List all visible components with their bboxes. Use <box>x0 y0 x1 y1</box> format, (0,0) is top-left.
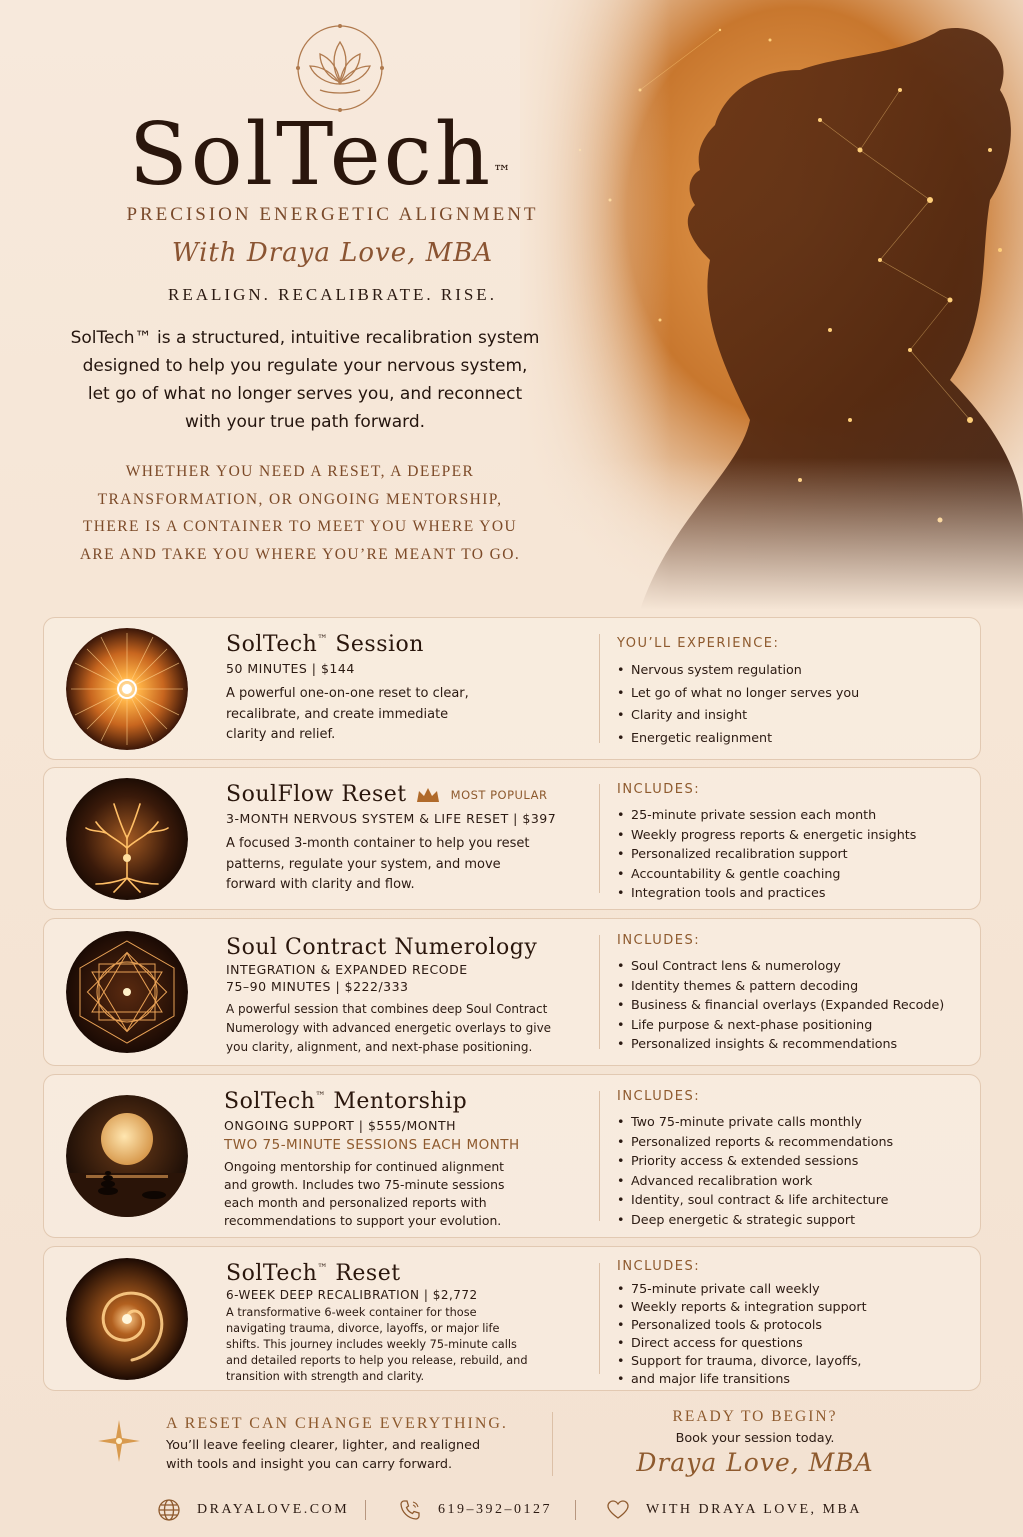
offering-card-session[interactable] <box>43 617 981 760</box>
offering-card-mentorship[interactable] <box>43 1074 981 1238</box>
book-session-text[interactable]: Book your session today. <box>675 1431 835 1446</box>
card-divider <box>599 935 600 1049</box>
contact-divider <box>575 1500 576 1520</box>
card-meta-duration: 75–90 MINUTES | $222/333 <box>226 979 409 994</box>
card-title: SolTech™ Mentorship <box>224 1089 468 1114</box>
list-item: • Weekly progress reports & energetic insights <box>617 825 967 845</box>
sacred-geometry-icon <box>66 931 188 1053</box>
card-title: SolTech™ Reset <box>226 1261 401 1286</box>
sparkle-star-icon <box>96 1418 142 1464</box>
card-divider <box>599 784 600 893</box>
card-right-heading: YOU’LL EXPERIENCE: <box>617 636 780 651</box>
globe-icon <box>157 1498 181 1522</box>
list-item: • and major life transitions <box>617 1370 967 1388</box>
footer-divider <box>552 1412 553 1476</box>
list-item: • Personalized tools & protocols <box>617 1316 967 1334</box>
list-item: • Nervous system regulation <box>617 659 967 682</box>
footer-left-heading: A RESET CAN CHANGE EVERYTHING. <box>166 1415 508 1432</box>
tree-of-life-icon <box>66 778 188 900</box>
brand-contact <box>606 1497 862 1523</box>
contact-divider <box>365 1500 366 1520</box>
glowing-woman-profile-image <box>520 0 1023 610</box>
list-item: • Two 75-minute private calls monthly <box>617 1112 967 1132</box>
offering-card-reset[interactable] <box>43 1246 981 1391</box>
card-title: SolTech™ Session <box>226 632 424 657</box>
card-description: Ongoing mentorship for continued alignment and growth. Includes two 75-minute sessions each month and personalized reports with recommendations to support your evolution. <box>224 1159 505 1228</box>
card-meta: ONGOING SUPPORT | $555/MONTH <box>224 1118 457 1133</box>
list-item: • Advanced recalibration work <box>617 1171 967 1191</box>
phone-icon <box>398 1498 422 1522</box>
list-item: • Clarity and insight <box>617 704 967 727</box>
list-item: • Personalized reports & recommendations <box>617 1132 967 1152</box>
card-description: A focused 3-month container to help you reset patterns, regulate your system, and move forward with clarity and flow. <box>226 836 530 892</box>
card-feature-list <box>617 1280 967 1388</box>
list-item: • Life purpose & next-phase positioning <box>617 1015 967 1035</box>
offering-card-soulflow-reset[interactable] <box>43 767 981 910</box>
list-item: • 25-minute private session each month <box>617 805 967 825</box>
intro-paragraph: SolTech™ is a structured, intuitive recalibration system designed to help you regulate your nervous system, let go of what no longer serves you, and reconnect with your true path forward. <box>70 328 540 432</box>
card-right-heading: INCLUDES: <box>617 933 701 948</box>
footer-left-text: You’ll leave feeling clearer, lighter, and realigned with tools and insight you can carry forward. <box>166 1438 481 1472</box>
card-description: A transformative 6-week container for those navigating trauma, divorce, layoffs, or major life shifts. This journey includes weekly 75-minute calls and detailed reports to help you release, rebuild, and transition with strength and clarity. <box>226 1306 528 1383</box>
card-right-heading: INCLUDES: <box>617 1259 701 1274</box>
card-meta: 6-WEEK DEEP RECALIBRATION | $2,772 <box>226 1288 478 1302</box>
website-contact[interactable] <box>157 1497 349 1523</box>
card-right-heading: INCLUDES: <box>617 1089 701 1104</box>
offering-card-soul-contract-numerology[interactable] <box>43 918 981 1066</box>
card-meta: 3-MONTH NERVOUS SYSTEM & LIFE RESET | $397 <box>226 811 557 826</box>
brand-tagline: PRECISION ENERGETIC ALIGNMENT <box>126 204 539 225</box>
card-divider <box>599 634 600 743</box>
list-item: • Soul Contract lens & numerology <box>617 956 967 976</box>
phone-contact[interactable] <box>398 1497 552 1523</box>
card-feature-list <box>617 956 967 1054</box>
footer-tagline: WITH DRAYA LOVE, MBA <box>646 1502 862 1517</box>
list-item: • Direct access for questions <box>617 1334 967 1352</box>
phone-number[interactable]: 619–392–0127 <box>438 1502 552 1517</box>
list-item: • Identity, soul contract & life architecture <box>617 1190 967 1210</box>
card-meta: 50 MINUTES | $144 <box>226 661 355 676</box>
card-feature-list <box>617 805 967 903</box>
full-moon-icon <box>66 1095 188 1217</box>
card-description: A powerful one-on-one reset to clear, recalibrate, and create immediate clarity and relief. <box>226 686 469 742</box>
motto: REALIGN. RECALIBRATE. RISE. <box>168 285 497 304</box>
card-title: Soul Contract Numerology <box>226 935 538 960</box>
list-item: • 75-minute private call weekly <box>617 1280 967 1298</box>
list-item: • Deep energetic & strategic support <box>617 1210 967 1230</box>
list-item: • Business & financial overlays (Expanded Recode) <box>617 995 967 1015</box>
callout-text: WHETHER YOU NEED A RESET, A DEEPER TRANSFORMATION, OR ONGOING MENTORSHIP, THERE IS A CONTAINER TO MEET YOU WHERE YOU ARE AND TAKE YOU WHERE YOU’RE MEANT TO GO. <box>79 463 521 563</box>
card-feature-list <box>617 659 967 749</box>
card-divider <box>599 1263 600 1374</box>
card-description: A powerful session that combines deep Soul Contract Numerology with advanced energetic overlays to give you clarity, alignment, and next-phase positioning. <box>226 1002 552 1054</box>
list-item: • Accountability & gentle coaching <box>617 864 967 884</box>
list-item: • Weekly reports & integration support <box>617 1298 967 1316</box>
heart-icon <box>606 1498 630 1522</box>
website-link[interactable]: DRAYALOVE.COM <box>197 1502 350 1517</box>
card-divider <box>599 1091 600 1221</box>
spiral-galaxy-icon <box>66 1258 188 1380</box>
card-meta: INTEGRATION & EXPANDED RECODE <box>226 962 468 977</box>
practitioner-name: With Draya Love, MBA <box>171 238 494 268</box>
brand-title: SolTech™ <box>128 105 512 205</box>
card-title: SoulFlow Reset MOST POPULAR <box>226 782 548 807</box>
card-feature-list <box>617 1112 967 1229</box>
list-item: • Integration tools and practices <box>617 883 967 903</box>
list-item: • Energetic realignment <box>617 727 967 750</box>
lotus-logo-icon <box>290 20 390 116</box>
list-item: • Personalized recalibration support <box>617 844 967 864</box>
list-item: • Priority access & extended sessions <box>617 1151 967 1171</box>
list-item: • Personalized insights & recommendations <box>617 1034 967 1054</box>
crown-icon <box>415 786 441 804</box>
most-popular-badge: MOST POPULAR <box>450 788 548 802</box>
card-meta-sessions: TWO 75-MINUTE SESSIONS EACH MONTH <box>224 1137 520 1153</box>
list-item: • Support for trauma, divorce, layoffs, <box>617 1352 967 1370</box>
footer-right-heading: READY TO BEGIN? <box>672 1408 838 1425</box>
list-item: • Identity themes & pattern decoding <box>617 976 967 996</box>
card-right-heading: INCLUDES: <box>617 782 701 797</box>
signature: Draya Love, MBA <box>636 1448 874 1477</box>
sun-burst-icon <box>66 628 188 750</box>
list-item: • Let go of what no longer serves you <box>617 682 967 705</box>
